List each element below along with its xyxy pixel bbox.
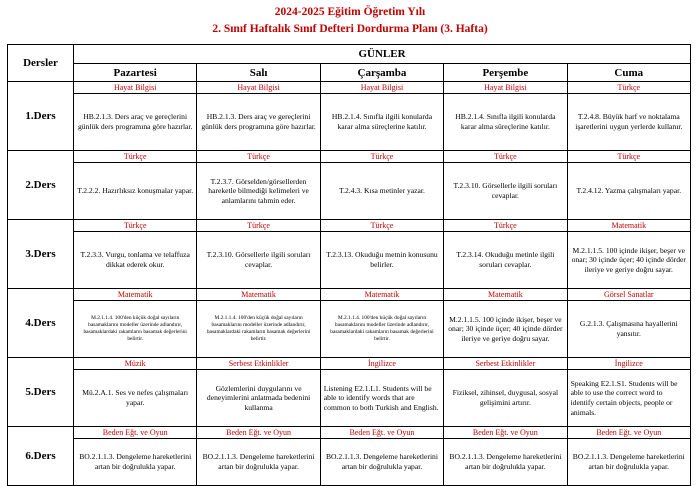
objective-text: T.2.3.10. Görsellerle ilgili soruları cevaplar. [206, 250, 311, 269]
objective-text: T.2.3.14. Okuduğu metinle ilgili soruları cevaplar. [456, 250, 555, 269]
objective-text: M.2.1.1.5. 100 içinde ikişer, beşer ve onar; 30 içinde üçer; 40 içinde dörder ileriye ve geriye doğru sayar. [448, 314, 563, 343]
objective-text: T.2.3.7. Görselden/görsellerden hareketle bilmediği kelimeleri ve anlamlarını tahmin eder. [208, 176, 309, 205]
lesson-cell [567, 427, 690, 486]
lesson-row [8, 289, 691, 358]
lesson-row [8, 427, 691, 486]
subject-label: Hayat Bilgisi [444, 82, 566, 94]
subject-label: Türkçe [197, 220, 319, 232]
lesson-cell [444, 220, 567, 289]
objective-text: T.2.3.13. Okuduğu metnin konusunu belirler. [326, 250, 438, 269]
lesson-cell [74, 82, 197, 151]
subject-label: Beden Eğt. ve Oyun [74, 427, 196, 439]
subject-label: Türkçe [74, 151, 196, 163]
lesson-cell [74, 358, 197, 427]
lesson-cell [567, 220, 690, 289]
subject-label: Türkçe [321, 151, 443, 163]
objective-text: T.2.4.12. Yazma çalışmaları yapar. [576, 186, 682, 196]
subject-label: Serbest Etkinlikler [197, 358, 319, 370]
lesson-number: 4.Ders [8, 289, 74, 358]
subject-label: Serbest Etkinlikler [444, 358, 566, 370]
day-header: Salı [197, 64, 320, 82]
objective-text: T.2.4.3. Kısa metinler yazar. [339, 186, 425, 196]
objective-text: M.2.1.1.4. 100'den küçük doğal sayıların basamaklarını modeller üzerinde adlandırır, basamaklardaki rakamların basamak değerlerini belirtir. [83, 315, 187, 342]
lesson-cell [444, 289, 567, 358]
subject-label: Hayat Bilgisi [321, 82, 443, 94]
lesson-cell [567, 289, 690, 358]
lesson-cell [320, 358, 443, 427]
objective-text: HB.2.1.4. Sınıfla ilgili konularda karar alma süreçlerine katılır. [455, 112, 556, 131]
lesson-row [8, 220, 691, 289]
subject-label: Türkçe [197, 151, 319, 163]
objective-text: Gözlemlerini duygularını ve deneyimlerini anlatmada bedenini kullanma [206, 383, 311, 412]
subject-label: Matematik [74, 289, 196, 301]
subject-label: Hayat Bilgisi [197, 82, 319, 94]
lesson-cell [197, 289, 320, 358]
document-subtitle: 2. Sınıf Haftalık Sınıf Defteri Dordurma Planı (3. Hafta) [212, 23, 488, 35]
objective-text: HB.2.1.3. Ders araç ve gereçlerini günlük ders programına göre hazırlar. [201, 112, 316, 131]
objective-text: T.2.4.8. Büyük harf ve noktalama işaretlerini uygun yerlerde kullanır. [575, 112, 683, 131]
lesson-cell [320, 82, 443, 151]
subject-label: Türkçe [568, 151, 690, 163]
subject-label: Matematik [444, 289, 566, 301]
lesson-cell [567, 151, 690, 220]
lesson-row [8, 358, 691, 427]
lesson-cell [74, 151, 197, 220]
objective-text: M.2.1.1.5. 100 içinde ikişer, beşer ve onar; 30 içinde üçer; 40 içinde dörder ileriye ve geriye doğru sayar. [571, 245, 686, 274]
objective-text: BO.2.1.1.3. Dengeleme hareketlerini artan bir doğrulukla yapar. [572, 452, 685, 471]
document-title: 2024-2025 Eğitim Öğretim Yılı [274, 6, 426, 18]
day-header: Perşembe [444, 64, 567, 82]
subject-label: Beden Eğt. ve Oyun [568, 427, 690, 439]
lesson-cell [197, 151, 320, 220]
lesson-row [8, 82, 691, 151]
lesson-cell [444, 427, 567, 486]
objective-text: T.2.2.2. Hazırlıksız konuşmalar yapar. [77, 186, 194, 196]
lesson-cell [74, 427, 197, 486]
lesson-number: 3.Ders [8, 220, 74, 289]
days-row [8, 64, 691, 82]
subject-label: Müzik [74, 358, 196, 370]
lesson-cell [320, 220, 443, 289]
lesson-cell [197, 82, 320, 151]
lesson-cell [444, 151, 567, 220]
subject-label: Türkçe [74, 220, 196, 232]
objective-text: T.2.3.10. Görsellerle ilgili soruları cevaplar. [453, 181, 558, 200]
objective-text: G.2.1.3. Çalışmasına hayallerini yansıtır. [579, 319, 678, 338]
lesson-cell [320, 151, 443, 220]
lesson-cell [444, 358, 567, 427]
dersler-header: Dersler [8, 45, 74, 82]
objective-text: BO.2.1.1.3. Dengeleme hareketlerini artan bir doğrulukla yapar. [202, 452, 315, 471]
lesson-cell [74, 220, 197, 289]
objective-text: HB.2.1.4. Sınıfla ilgili konularda karar alma süreçlerine katılır. [331, 112, 433, 131]
day-header: Cuma [567, 64, 690, 82]
objective-text: BO.2.1.1.3. Dengeleme hareketlerini artan bir doğrulukla yapar. [79, 452, 192, 471]
subject-label: Beden Eğt. ve Oyun [321, 427, 443, 439]
lesson-cell [320, 427, 443, 486]
objective-text: Fiziksel, zihinsel, duygusal, sosyal gelişimini artırır. [452, 388, 559, 407]
lesson-cell [444, 82, 567, 151]
day-header: Pazartesi [74, 64, 197, 82]
subject-label: Matematik [321, 289, 443, 301]
objective-text: HB.2.1.3. Ders araç ve gereçlerini günlük ders programına göre hazırlar. [77, 112, 193, 131]
lesson-number: 1.Ders [8, 82, 74, 151]
subject-label: Matematik [568, 220, 690, 232]
lesson-cell [567, 358, 690, 427]
lesson-cell [567, 82, 690, 151]
objective-text: Mü.2.A.1. Ses ve nefes çalışmaları yapar. [82, 388, 189, 407]
objective-text: BO.2.1.1.3. Dengeleme hareketlerini artan bir doğrulukla yapar. [325, 452, 438, 471]
objective-text: Listening E2.1.L1. Students will be able to identify words that are common to both Turkish and English. [323, 383, 439, 412]
subject-label: Türkçe [444, 151, 566, 163]
day-header: Çarşamba [320, 64, 443, 82]
lesson-cell [197, 358, 320, 427]
subject-label: Hayat Bilgisi [74, 82, 196, 94]
weekly-plan-table [7, 44, 691, 486]
objective-text: Speaking E2.1.S1. Students will be able to use the correct word to identify certain objects, people or animals. [570, 378, 678, 417]
objective-text: M.2.1.1.4. 100'den küçük doğal sayıların basamaklarını modeller üzerinde adlandırır, basamaklardaki rakamların basamak değerlerini belirtir. [330, 315, 434, 342]
subject-label: Beden Eğt. ve Oyun [444, 427, 566, 439]
lesson-cell [197, 427, 320, 486]
lesson-number: 5.Ders [8, 358, 74, 427]
subject-label: Matematik [197, 289, 319, 301]
lesson-number: 2.Ders [8, 151, 74, 220]
subject-label: İngilizce [568, 358, 690, 370]
plan-body [8, 82, 691, 486]
lesson-cell [74, 289, 197, 358]
lesson-number: 6.Ders [8, 427, 74, 486]
objective-text: M.2.1.1.4. 100'den küçük doğal sayıların basamaklarını modeller üzerinde adlandırır, basamaklardaki rakamların basamak değerlerini belirtir. [206, 315, 311, 342]
subject-label: İngilizce [321, 358, 443, 370]
subject-label: Beden Eğt. ve Oyun [197, 427, 319, 439]
objective-text: BO.2.1.1.3. Dengeleme hareketlerini artan bir doğrulukla yapar. [449, 452, 562, 471]
lesson-cell [197, 220, 320, 289]
objective-text: T.2.3.3. Vurgu, tonlama ve telaffuza dikkat ederek okur. [80, 250, 190, 269]
subject-label: Türkçe [568, 82, 690, 94]
subject-label: Görsel Sanatlar [568, 289, 690, 301]
lesson-cell [320, 289, 443, 358]
gunler-header: GÜNLER [74, 45, 691, 64]
subject-label: Türkçe [321, 220, 443, 232]
subject-label: Türkçe [444, 220, 566, 232]
lesson-row [8, 151, 691, 220]
